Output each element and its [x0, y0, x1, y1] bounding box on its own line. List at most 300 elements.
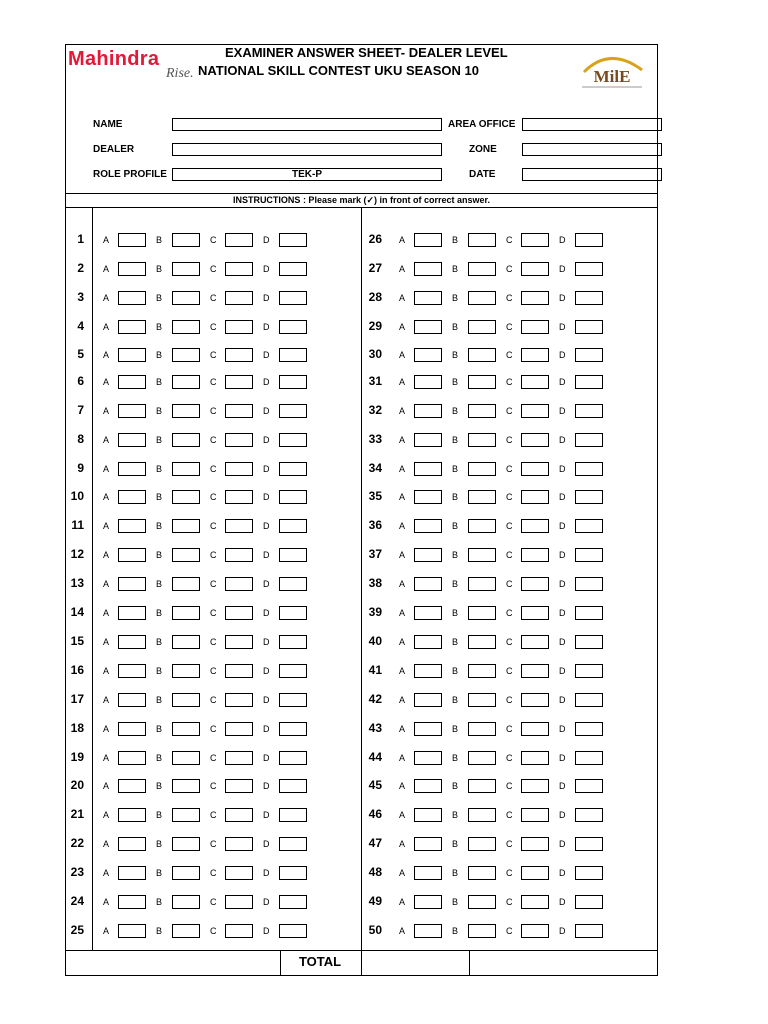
role-profile-value: TEK-P [292, 169, 322, 180]
option-letter: D [559, 666, 566, 676]
answer-checkbox-b[interactable] [468, 577, 496, 591]
answer-checkbox-d[interactable] [279, 320, 307, 334]
option-letter: D [559, 781, 566, 791]
answer-checkbox-a[interactable] [414, 262, 442, 276]
dealer-field[interactable] [172, 143, 442, 156]
answer-checkbox-c[interactable] [225, 895, 253, 909]
option-letter: B [452, 666, 459, 676]
answer-checkbox-d[interactable] [575, 490, 603, 504]
answer-checkbox-b[interactable] [172, 490, 200, 504]
option-letter: A [103, 264, 110, 274]
answer-checkbox-c[interactable] [521, 490, 549, 504]
question-number: 42 [368, 692, 382, 706]
answer-checkbox-c[interactable] [521, 404, 549, 418]
answer-checkbox-b[interactable] [172, 348, 200, 362]
answer-checkbox-b[interactable] [468, 490, 496, 504]
answer-checkbox-c[interactable] [521, 375, 549, 389]
answer-checkbox-c[interactable] [521, 291, 549, 305]
option-letter: A [103, 322, 110, 332]
answer-checkbox-d[interactable] [279, 577, 307, 591]
answer-checkbox-a[interactable] [414, 404, 442, 418]
option-letter: B [156, 868, 163, 878]
answer-checkbox-d[interactable] [575, 233, 603, 247]
option-letter: B [452, 406, 459, 416]
answer-checkbox-a[interactable] [118, 320, 146, 334]
option-letter: A [103, 492, 110, 502]
option-letter: D [263, 377, 270, 387]
answer-checkbox-d[interactable] [279, 664, 307, 678]
option-letter: C [506, 464, 513, 474]
answer-checkbox-a[interactable] [118, 548, 146, 562]
answer-checkbox-b[interactable] [468, 433, 496, 447]
option-letter: B [156, 322, 163, 332]
option-letter: B [156, 492, 163, 502]
answer-checkbox-d[interactable] [575, 577, 603, 591]
answer-checkbox-b[interactable] [468, 233, 496, 247]
answer-checkbox-a[interactable] [414, 291, 442, 305]
answer-checkbox-d[interactable] [575, 548, 603, 562]
option-letter: D [263, 550, 270, 560]
option-letter: D [263, 521, 270, 531]
total-cell-right-rule [469, 950, 470, 976]
question-number: 27 [368, 261, 382, 275]
answer-checkbox-c[interactable] [521, 808, 549, 822]
answer-checkbox-b[interactable] [468, 664, 496, 678]
answer-checkbox-d[interactable] [279, 262, 307, 276]
answer-checkbox-d[interactable] [279, 693, 307, 707]
answer-checkbox-a[interactable] [414, 577, 442, 591]
answer-checkbox-b[interactable] [468, 779, 496, 793]
option-letter: D [559, 521, 566, 531]
answer-checkbox-b[interactable] [468, 837, 496, 851]
answer-checkbox-d[interactable] [279, 233, 307, 247]
question-number: 17 [70, 692, 84, 706]
option-letter: B [452, 897, 459, 907]
answer-checkbox-d[interactable] [575, 462, 603, 476]
answer-checkbox-c[interactable] [521, 433, 549, 447]
question-number: 12 [70, 547, 84, 561]
answer-checkbox-d[interactable] [279, 548, 307, 562]
answer-checkbox-d[interactable] [575, 808, 603, 822]
answer-checkbox-a[interactable] [118, 895, 146, 909]
answer-checkbox-d[interactable] [575, 348, 603, 362]
answer-checkbox-b[interactable] [468, 291, 496, 305]
option-letter: B [452, 868, 459, 878]
answer-checkbox-b[interactable] [468, 751, 496, 765]
answer-checkbox-c[interactable] [521, 348, 549, 362]
option-letter: C [210, 264, 217, 274]
answer-checkbox-d[interactable] [279, 866, 307, 880]
option-letter: C [506, 322, 513, 332]
question-number: 1 [77, 232, 84, 246]
answer-checkbox-c[interactable] [225, 375, 253, 389]
question-number: 10 [70, 489, 84, 503]
answer-checkbox-d[interactable] [575, 262, 603, 276]
option-letter: B [156, 724, 163, 734]
answer-checkbox-a[interactable] [414, 348, 442, 362]
role-profile-label: ROLE PROFILE [93, 169, 167, 180]
answer-checkbox-c[interactable] [225, 722, 253, 736]
answer-checkbox-b[interactable] [172, 577, 200, 591]
answer-checkbox-a[interactable] [118, 924, 146, 938]
option-letter: A [103, 666, 110, 676]
option-letter: A [103, 897, 110, 907]
answer-checkbox-a[interactable] [414, 606, 442, 620]
answer-checkbox-a[interactable] [414, 375, 442, 389]
answer-checkbox-a[interactable] [414, 433, 442, 447]
answer-checkbox-c[interactable] [225, 635, 253, 649]
answer-checkbox-a[interactable] [118, 233, 146, 247]
option-letter: C [210, 322, 217, 332]
answer-checkbox-c[interactable] [225, 779, 253, 793]
area-office-field[interactable] [522, 118, 662, 131]
answer-checkbox-b[interactable] [172, 462, 200, 476]
option-letter: B [156, 293, 163, 303]
answer-checkbox-d[interactable] [575, 722, 603, 736]
date-field[interactable] [522, 168, 662, 181]
answer-checkbox-a[interactable] [414, 895, 442, 909]
answer-checkbox-d[interactable] [575, 375, 603, 389]
option-letter: C [210, 235, 217, 245]
answer-checkbox-a[interactable] [118, 722, 146, 736]
answer-checkbox-c[interactable] [521, 693, 549, 707]
option-letter: D [559, 350, 566, 360]
option-letter: C [506, 695, 513, 705]
answer-checkbox-d[interactable] [279, 490, 307, 504]
answer-checkbox-d[interactable] [279, 433, 307, 447]
answer-checkbox-b[interactable] [172, 722, 200, 736]
role-profile-field[interactable] [172, 168, 442, 181]
answer-checkbox-c[interactable] [225, 548, 253, 562]
answer-checkbox-d[interactable] [575, 779, 603, 793]
answer-checkbox-c[interactable] [521, 462, 549, 476]
answer-checkbox-c[interactable] [521, 262, 549, 276]
answer-checkbox-d[interactable] [575, 751, 603, 765]
answer-checkbox-b[interactable] [468, 635, 496, 649]
answer-checkbox-c[interactable] [521, 751, 549, 765]
option-letter: C [210, 521, 217, 531]
question-number: 38 [368, 576, 382, 590]
answer-checkbox-b[interactable] [468, 348, 496, 362]
answer-checkbox-c[interactable] [225, 462, 253, 476]
answer-checkbox-d[interactable] [575, 924, 603, 938]
answer-checkbox-c[interactable] [521, 866, 549, 880]
answer-checkbox-c[interactable] [225, 837, 253, 851]
answer-checkbox-a[interactable] [414, 462, 442, 476]
answer-checkbox-a[interactable] [118, 693, 146, 707]
answer-checkbox-b[interactable] [468, 404, 496, 418]
option-letter: C [210, 724, 217, 734]
answer-checkbox-b[interactable] [468, 606, 496, 620]
answer-checkbox-a[interactable] [414, 722, 442, 736]
option-letter: C [210, 839, 217, 849]
answer-checkbox-b[interactable] [468, 548, 496, 562]
answer-checkbox-c[interactable] [521, 779, 549, 793]
question-number: 11 [71, 518, 84, 532]
answer-checkbox-a[interactable] [118, 404, 146, 418]
answer-checkbox-c[interactable] [225, 606, 253, 620]
answer-checkbox-a[interactable] [414, 779, 442, 793]
answer-checkbox-b[interactable] [468, 519, 496, 533]
question-number: 37 [368, 547, 382, 561]
answer-checkbox-a[interactable] [118, 462, 146, 476]
answer-checkbox-b[interactable] [172, 693, 200, 707]
answer-checkbox-d[interactable] [279, 635, 307, 649]
answer-checkbox-c[interactable] [521, 577, 549, 591]
answer-checkbox-a[interactable] [118, 635, 146, 649]
option-letter: D [263, 435, 270, 445]
answer-checkbox-b[interactable] [172, 837, 200, 851]
answer-checkbox-a[interactable] [414, 808, 442, 822]
answer-checkbox-a[interactable] [414, 233, 442, 247]
answer-checkbox-c[interactable] [521, 233, 549, 247]
question-number: 33 [368, 432, 382, 446]
option-letter: B [452, 753, 459, 763]
answer-checkbox-d[interactable] [575, 606, 603, 620]
answer-checkbox-c[interactable] [521, 722, 549, 736]
option-letter: D [559, 839, 566, 849]
answer-checkbox-b[interactable] [172, 404, 200, 418]
option-letter: B [156, 406, 163, 416]
option-letter: C [506, 406, 513, 416]
answer-checkbox-a[interactable] [118, 262, 146, 276]
answer-checkbox-a[interactable] [414, 866, 442, 880]
answer-checkbox-d[interactable] [575, 837, 603, 851]
answer-checkbox-c[interactable] [521, 606, 549, 620]
answer-checkbox-d[interactable] [279, 606, 307, 620]
answer-checkbox-c[interactable] [225, 577, 253, 591]
answer-checkbox-c[interactable] [225, 808, 253, 822]
answer-checkbox-d[interactable] [575, 433, 603, 447]
option-letter: A [399, 579, 406, 589]
question-number: 25 [70, 923, 84, 937]
answer-checkbox-c[interactable] [521, 519, 549, 533]
option-letter: B [452, 839, 459, 849]
answer-checkbox-d[interactable] [279, 751, 307, 765]
answer-checkbox-c[interactable] [225, 233, 253, 247]
answer-checkbox-a[interactable] [118, 519, 146, 533]
option-letter: C [210, 293, 217, 303]
option-letter: B [156, 264, 163, 274]
answer-checkbox-b[interactable] [172, 519, 200, 533]
answer-checkbox-a[interactable] [118, 291, 146, 305]
answer-checkbox-b[interactable] [172, 262, 200, 276]
question-number: 30 [368, 347, 382, 361]
answer-checkbox-d[interactable] [279, 404, 307, 418]
option-letter: B [452, 637, 459, 647]
question-number: 4 [77, 319, 84, 333]
answer-checkbox-a[interactable] [414, 837, 442, 851]
answer-checkbox-b[interactable] [172, 606, 200, 620]
answer-checkbox-b[interactable] [468, 895, 496, 909]
answer-checkbox-d[interactable] [279, 375, 307, 389]
option-letter: D [559, 868, 566, 878]
answer-checkbox-a[interactable] [414, 490, 442, 504]
answer-checkbox-b[interactable] [468, 462, 496, 476]
answer-checkbox-b[interactable] [468, 262, 496, 276]
answer-checkbox-d[interactable] [575, 895, 603, 909]
answer-checkbox-c[interactable] [225, 866, 253, 880]
question-number: 44 [368, 750, 382, 764]
answer-checkbox-d[interactable] [575, 320, 603, 334]
question-number: 32 [368, 403, 382, 417]
answer-checkbox-d[interactable] [279, 462, 307, 476]
option-letter: A [103, 810, 110, 820]
answer-checkbox-a[interactable] [118, 808, 146, 822]
question-number: 41 [368, 663, 382, 677]
option-letter: A [103, 637, 110, 647]
answer-checkbox-b[interactable] [172, 664, 200, 678]
option-letter: B [452, 810, 459, 820]
answer-checkbox-d[interactable] [279, 348, 307, 362]
answer-checkbox-d[interactable] [279, 808, 307, 822]
answer-checkbox-b[interactable] [172, 635, 200, 649]
answer-checkbox-d[interactable] [575, 519, 603, 533]
option-letter: D [559, 435, 566, 445]
answer-checkbox-a[interactable] [118, 490, 146, 504]
answer-checkbox-d[interactable] [279, 924, 307, 938]
answer-checkbox-a[interactable] [118, 606, 146, 620]
question-number: 22 [70, 836, 84, 850]
zone-field[interactable] [522, 143, 662, 156]
answer-checkbox-a[interactable] [414, 519, 442, 533]
answer-checkbox-c[interactable] [521, 837, 549, 851]
answer-checkbox-c[interactable] [521, 924, 549, 938]
answer-checkbox-c[interactable] [225, 262, 253, 276]
option-letter: C [506, 608, 513, 618]
answer-checkbox-c[interactable] [225, 320, 253, 334]
answer-checkbox-a[interactable] [118, 779, 146, 793]
answer-checkbox-c[interactable] [521, 895, 549, 909]
option-letter: D [559, 235, 566, 245]
answer-checkbox-d[interactable] [279, 837, 307, 851]
option-letter: D [263, 810, 270, 820]
option-letter: A [103, 868, 110, 878]
answer-checkbox-b[interactable] [468, 722, 496, 736]
question-number: 29 [368, 319, 382, 333]
answer-checkbox-b[interactable] [172, 233, 200, 247]
answer-checkbox-c[interactable] [521, 635, 549, 649]
answer-checkbox-c[interactable] [225, 664, 253, 678]
option-letter: C [210, 608, 217, 618]
answer-checkbox-d[interactable] [279, 291, 307, 305]
answer-checkbox-c[interactable] [225, 751, 253, 765]
answer-checkbox-b[interactable] [172, 751, 200, 765]
answer-checkbox-d[interactable] [575, 664, 603, 678]
answer-checkbox-b[interactable] [172, 548, 200, 562]
option-letter: C [210, 464, 217, 474]
option-letter: D [263, 695, 270, 705]
answer-checkbox-d[interactable] [279, 722, 307, 736]
answer-checkbox-c[interactable] [225, 924, 253, 938]
answer-checkbox-b[interactable] [172, 924, 200, 938]
answer-checkbox-b[interactable] [468, 924, 496, 938]
option-letter: B [156, 435, 163, 445]
option-letter: B [452, 322, 459, 332]
answer-checkbox-a[interactable] [118, 866, 146, 880]
answer-checkbox-c[interactable] [225, 519, 253, 533]
answer-checkbox-d[interactable] [575, 404, 603, 418]
option-letter: B [156, 810, 163, 820]
answer-checkbox-a[interactable] [118, 348, 146, 362]
question-number: 34 [368, 461, 382, 475]
option-letter: A [399, 521, 406, 531]
option-letter: C [506, 435, 513, 445]
option-letter: B [156, 521, 163, 531]
answer-checkbox-b[interactable] [172, 779, 200, 793]
answer-checkbox-b[interactable] [172, 808, 200, 822]
answer-checkbox-a[interactable] [414, 751, 442, 765]
answer-checkbox-b[interactable] [172, 291, 200, 305]
answer-checkbox-b[interactable] [172, 320, 200, 334]
answer-checkbox-b[interactable] [172, 895, 200, 909]
dealer-label: DEALER [93, 144, 135, 155]
answer-checkbox-b[interactable] [468, 866, 496, 880]
total-row-rule [65, 950, 658, 951]
answer-checkbox-a[interactable] [118, 751, 146, 765]
answer-checkbox-a[interactable] [118, 577, 146, 591]
answer-checkbox-c[interactable] [225, 433, 253, 447]
option-letter: A [399, 435, 406, 445]
option-letter: D [559, 377, 566, 387]
answer-checkbox-c[interactable] [225, 348, 253, 362]
answer-checkbox-c[interactable] [521, 320, 549, 334]
option-letter: D [559, 550, 566, 560]
answer-checkbox-a[interactable] [414, 320, 442, 334]
option-letter: A [399, 608, 406, 618]
option-letter: B [452, 550, 459, 560]
question-number: 28 [368, 290, 382, 304]
answer-checkbox-d[interactable] [575, 291, 603, 305]
option-letter: A [399, 781, 406, 791]
answer-checkbox-b[interactable] [172, 433, 200, 447]
answer-checkbox-b[interactable] [468, 693, 496, 707]
answer-checkbox-a[interactable] [118, 664, 146, 678]
answer-checkbox-c[interactable] [225, 693, 253, 707]
option-letter: B [156, 666, 163, 676]
answer-checkbox-c[interactable] [521, 548, 549, 562]
answer-checkbox-c[interactable] [521, 664, 549, 678]
answer-checkbox-a[interactable] [414, 635, 442, 649]
answer-checkbox-a[interactable] [414, 693, 442, 707]
option-letter: A [399, 637, 406, 647]
option-letter: D [559, 293, 566, 303]
option-letter: B [156, 753, 163, 763]
answer-checkbox-b[interactable] [172, 375, 200, 389]
answer-checkbox-a[interactable] [414, 548, 442, 562]
answer-checkbox-d[interactable] [575, 866, 603, 880]
name-field[interactable] [172, 118, 442, 131]
answer-checkbox-a[interactable] [414, 664, 442, 678]
answer-checkbox-d[interactable] [279, 779, 307, 793]
answer-checkbox-d[interactable] [575, 693, 603, 707]
answer-checkbox-d[interactable] [279, 519, 307, 533]
answer-checkbox-a[interactable] [118, 375, 146, 389]
answer-checkbox-d[interactable] [279, 895, 307, 909]
option-letter: D [263, 781, 270, 791]
answer-checkbox-c[interactable] [225, 490, 253, 504]
answer-checkbox-c[interactable] [225, 404, 253, 418]
answer-checkbox-b[interactable] [468, 375, 496, 389]
answer-checkbox-d[interactable] [575, 635, 603, 649]
answer-checkbox-b[interactable] [468, 808, 496, 822]
answer-checkbox-a[interactable] [118, 433, 146, 447]
answer-checkbox-a[interactable] [118, 837, 146, 851]
answer-checkbox-b[interactable] [468, 320, 496, 334]
answer-checkbox-b[interactable] [172, 866, 200, 880]
answer-checkbox-c[interactable] [225, 291, 253, 305]
answer-checkbox-a[interactable] [414, 924, 442, 938]
